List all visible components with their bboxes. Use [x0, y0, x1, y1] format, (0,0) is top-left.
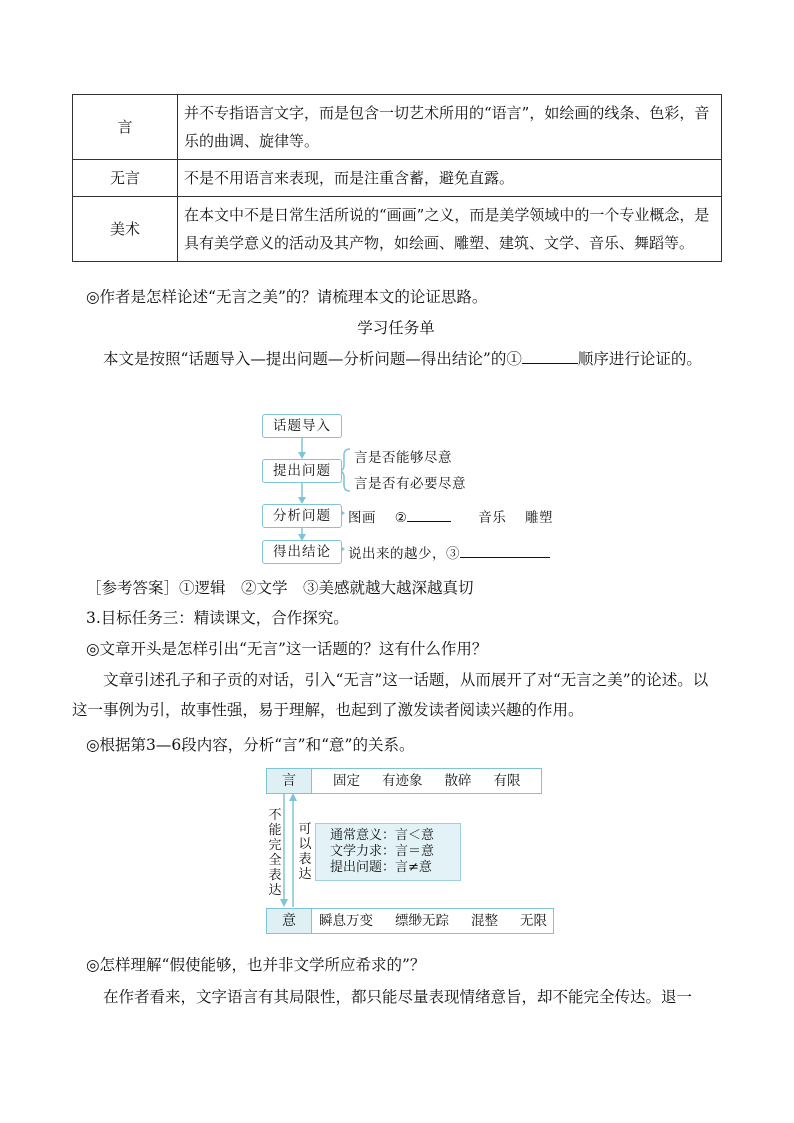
question-4: ◎怎样理解“假使能够，也并非文学所应希求的”？ [86, 956, 426, 974]
flow-box-conclusion: 得出结论 [262, 540, 342, 564]
question-1: ◎作者是怎样论述“无言之美”的？请梳理本文的论证思路。 [86, 288, 488, 306]
definition-cell: 在本文中不是日常生活所说的“画画”之义，而是美学领域中的一个专业概念，是具有美学意义的活动及其产物，如绘画、雕塑、建筑、文学、音乐、舞蹈等。 [178, 197, 722, 262]
reference-answer: ［参考答案］①逻辑 ②文学 ③美感就越大越深越真切 [86, 579, 474, 597]
worksheet-title: 学习任务单 [357, 319, 435, 337]
relations-box [315, 823, 461, 881]
yan-label: 言 [267, 769, 312, 793]
question-2: ◎文章开头是怎样引出“无言”这一话题的？这有什么作用？ [86, 640, 488, 658]
term-cell: 美术 [73, 197, 178, 262]
analysis-sculpture: 雕塑 [525, 510, 553, 526]
worksheet-text-b: 顺序进行论证的。 [577, 350, 702, 368]
analysis-blank-label: ② [394, 510, 408, 526]
term-cell: 无言 [73, 160, 178, 197]
relation-item: 文学力求：言＝意 [330, 844, 435, 859]
definition-cell: 不是不用语言来表现，而是注重含蓄，避免直露。 [178, 160, 722, 197]
analysis-music: 音乐 [478, 510, 507, 526]
yi-item: 缥缈无踪 [395, 913, 449, 929]
yan-item: 固定 [333, 773, 360, 789]
yan-item: 有迹象 [382, 773, 423, 789]
flow-box-topic: 话题导入 [262, 414, 342, 438]
yi-label: 意 [267, 909, 312, 933]
term-cell: 言 [73, 95, 178, 160]
yan-item: 散碎 [444, 773, 472, 789]
answer-2: 文章引述孔子和子贡的对话，引入“无言”这一话题，从而展开了对“无言之美”的论述。以这一事例为引，故事性强，易于理解，也起到了激发读者阅读兴趣的作用。 [72, 671, 709, 719]
answer-4: 在作者看来，文字语言有其局限性，都只能尽量表现情绪意旨，却不能完全传达。退一 [103, 988, 693, 1006]
branch-can-fully-express: 言是否能够尽意 [354, 450, 452, 466]
cannot-fully-express-label: 不能完全表达 [268, 808, 282, 898]
branch-need-fully-express: 言是否有必要尽意 [354, 476, 466, 492]
worksheet-text-a: 本文是按照“话题导入—提出问题—分析问题—得出结论”的① [103, 350, 522, 368]
yi-bar [266, 908, 554, 934]
conclusion-label: 说出来的越少，③ [348, 546, 460, 562]
can-express-label: 可以表达 [298, 822, 312, 882]
definition-cell: 并不专指语言文字，而是包含一切艺术所用的“语言”，如绘画的线条、色彩，音乐的曲调、旋律等。 [178, 95, 722, 160]
analysis-painting: 图画 [348, 510, 376, 526]
yi-item: 混整 [471, 913, 498, 929]
relation-item: 提出问题：言≠意 [330, 860, 432, 875]
yi-item: 瞬息万变 [319, 913, 373, 929]
yi-item: 无限 [520, 913, 547, 929]
flow-box-analysis: 分析问题 [262, 504, 342, 528]
task-3-heading: 3.目标任务三：精读课文，合作探究。 [86, 609, 349, 627]
relation-item: 通常意义：言＜意 [330, 828, 435, 843]
yi-items [319, 909, 569, 933]
question-3: ◎根据第3—6段内容，分析“言”和“意”的关系。 [86, 736, 415, 754]
yan-item: 有限 [493, 773, 521, 789]
flow-box-problem: 提出问题 [262, 459, 342, 483]
